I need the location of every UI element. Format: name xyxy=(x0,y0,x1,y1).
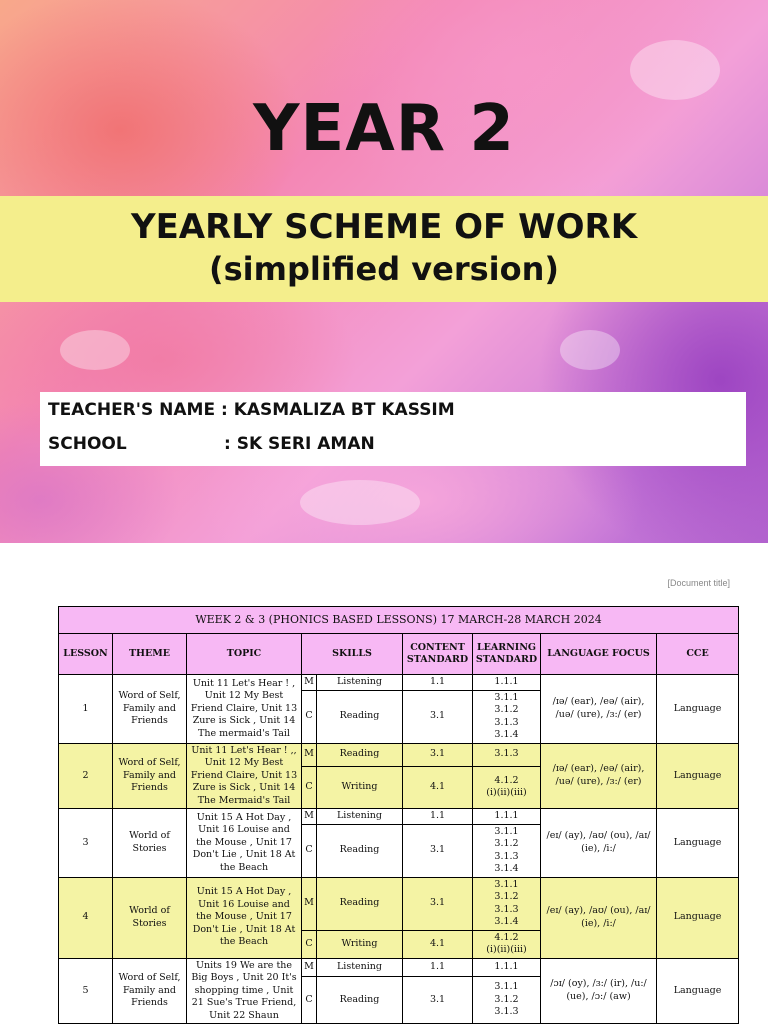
content-standard: 3.1 xyxy=(403,877,473,930)
learning-standard-code: 3.1.4 xyxy=(494,916,519,927)
learning-standard-code: 3.1.2 xyxy=(494,838,519,849)
learning-standard-code: 3.1.1 xyxy=(494,691,519,703)
learning-standard xyxy=(473,877,541,930)
content-standard: 3.1 xyxy=(403,976,473,1023)
learning-standard xyxy=(473,675,541,691)
paint-splatter xyxy=(60,330,130,370)
content-standard: 1.1 xyxy=(403,958,473,976)
teacher-name: : KASMALIZA BT KASSIM xyxy=(220,400,455,420)
learning-standard xyxy=(473,766,541,808)
lesson-theme: Word of Self, Family and Friends xyxy=(113,743,187,809)
content-standard: 1.1 xyxy=(403,809,473,825)
learning-standard-code: 3.1.2 xyxy=(494,891,519,902)
content-standard: 1.1 xyxy=(403,675,473,691)
table-body xyxy=(59,675,739,1024)
cover-title: YEARLY SCHEME OF WORK xyxy=(130,207,638,247)
content-standard: 4.1 xyxy=(403,930,473,958)
learning-standard xyxy=(473,809,541,825)
skill-name: Reading xyxy=(317,690,403,743)
learning-standard xyxy=(473,958,541,976)
lesson-topic: Units 19 We are the Big Boys , Unit 20 It's shopping time , Unit 21 Sue's True Friend, Unit 22 Shaun xyxy=(187,958,302,1024)
header-topic: TOPIC xyxy=(187,634,302,675)
cover-subtitle: (simplified version) xyxy=(208,250,560,288)
lesson-theme: Word of Self, Family and Friends xyxy=(113,675,187,744)
teacher-label: TEACHER'S NAME xyxy=(48,400,216,420)
lesson-number: 5 xyxy=(59,958,113,1024)
language-focus: /ɪə/ (ear), /eə/ (air), /uə/ (ure), /ɜ:/ (er) xyxy=(541,675,657,744)
table-row xyxy=(59,743,739,766)
skill-name: Listening xyxy=(317,958,403,976)
skill-type: M xyxy=(302,743,317,766)
cce-value: Language xyxy=(657,958,739,1024)
language-focus: /eɪ/ (ay), /aʊ/ (ou), /aɪ/ (ie), /i:/ xyxy=(541,809,657,878)
learning-standard-code: 4.1.2 xyxy=(494,774,519,786)
language-focus: /eɪ/ (ay), /aʊ/ (ou), /aɪ/ (ie), /i:/ xyxy=(541,877,657,958)
learning-standard-code: 1.1.1 xyxy=(494,810,519,821)
learning-standard-code: 3.1.1 xyxy=(494,981,519,993)
cce-value: Language xyxy=(657,877,739,958)
skill-name: Reading xyxy=(317,877,403,930)
learning-standard-code: 3.1.3 xyxy=(494,1006,519,1018)
skill-name: Listening xyxy=(317,675,403,691)
lesson-number: 1 xyxy=(59,675,113,744)
skill-name: Reading xyxy=(317,743,403,766)
table-row xyxy=(59,675,739,691)
skill-type: C xyxy=(302,930,317,958)
paint-splatter xyxy=(560,330,620,370)
skill-type: M xyxy=(302,809,317,825)
lesson-number: 2 xyxy=(59,743,113,809)
cce-value: Language xyxy=(657,743,739,809)
learning-standard xyxy=(473,930,541,958)
paint-splatter xyxy=(630,40,720,100)
lesson-theme: Word of Self, Family and Friends xyxy=(113,958,187,1024)
skill-type: C xyxy=(302,766,317,808)
header-skills: SKILLS xyxy=(302,634,403,675)
table-row xyxy=(59,877,739,930)
skill-name: Writing xyxy=(317,930,403,958)
teacher-row xyxy=(48,400,455,420)
learning-standard-code: (i)(ii)(iii) xyxy=(486,787,527,799)
content-standard: 4.1 xyxy=(403,766,473,808)
learning-standard xyxy=(473,743,541,766)
week-header-row xyxy=(59,607,739,634)
cover-title-banner xyxy=(0,196,768,302)
header-language-focus: LANGUAGE FOCUS xyxy=(541,634,657,675)
learning-standard xyxy=(473,690,541,743)
content-standard: 3.1 xyxy=(403,824,473,877)
lesson-topic: Unit 15 A Hot Day , Unit 16 Louise and the Mouse , Unit 17 Don't Lie , Unit 18 At the Beach xyxy=(187,809,302,878)
learning-standard-code: 4.1.2 xyxy=(494,931,519,943)
learning-standard-code: 1.1.1 xyxy=(494,676,519,687)
learning-standard-code: 3.1.3 xyxy=(494,903,519,915)
learning-standard-code: 3.1.2 xyxy=(494,993,519,1005)
table-row xyxy=(59,809,739,825)
skill-name: Reading xyxy=(317,976,403,1023)
lesson-theme: World of Stories xyxy=(113,877,187,958)
skill-type: C xyxy=(302,976,317,1023)
week-header: WEEK 2 & 3 (PHONICS BASED LESSONS) 17 MARCH-28 MARCH 2024 xyxy=(59,607,739,634)
learning-standard-code: (i)(ii)(iii) xyxy=(486,944,527,955)
school-row xyxy=(48,434,375,454)
skill-type: M xyxy=(302,675,317,691)
learning-standard-code: 3.1.3 xyxy=(494,716,519,728)
header-lesson: LESSON xyxy=(59,634,113,675)
document-title-placeholder: [Document title] xyxy=(667,578,730,588)
lesson-number: 3 xyxy=(59,809,113,878)
scheme-of-work-table xyxy=(58,606,739,1024)
lesson-number: 4 xyxy=(59,877,113,958)
lesson-topic: Unit 11 Let's Hear ! , Unit 12 My Best Friend Claire, Unit 13 Zure is Sick , Unit 14 The mermaid's Tail xyxy=(187,675,302,744)
table-row xyxy=(59,958,739,976)
header-theme: THEME xyxy=(113,634,187,675)
learning-standard-code: 3.1.1 xyxy=(494,825,519,837)
skill-type: C xyxy=(302,690,317,743)
skill-type: M xyxy=(302,958,317,976)
lesson-theme: World of Stories xyxy=(113,809,187,878)
header-content-standard: CONTENT STANDARD xyxy=(403,634,473,675)
learning-standard xyxy=(473,976,541,1023)
lesson-topic: Unit 11 Let's Hear ! ,, Unit 12 My Best Friend Claire, Unit 13 Zure is Sick , Unit 14 The Mermaid's Tail xyxy=(187,743,302,809)
learning-standard-code: 3.1.4 xyxy=(494,863,519,874)
header-cce: CCE xyxy=(657,634,739,675)
header-learning-standard: LEARNING STANDARD xyxy=(473,634,541,675)
lesson-topic: Unit 15 A Hot Day , Unit 16 Louise and the Mouse , Unit 17 Don't Lie , Unit 18 At the Beach xyxy=(187,877,302,958)
content-standard: 3.1 xyxy=(403,743,473,766)
learning-standard-code: 3.1.3 xyxy=(494,850,519,862)
teacher-info-box xyxy=(40,392,746,466)
language-focus: /ɪə/ (ear), /eə/ (air), /uə/ (ure), /ɜ:/ (er) xyxy=(541,743,657,809)
cover-year-heading: YEAR 2 xyxy=(253,92,515,166)
learning-standard-code: 3.1.1 xyxy=(494,878,519,890)
learning-standard xyxy=(473,824,541,877)
cce-value: Language xyxy=(657,675,739,744)
skill-type: C xyxy=(302,824,317,877)
learning-standard-code: 3.1.2 xyxy=(494,704,519,715)
content-standard: 3.1 xyxy=(403,690,473,743)
learning-standard-code: 1.1.1 xyxy=(494,960,519,972)
skill-name: Reading xyxy=(317,824,403,877)
skill-name: Writing xyxy=(317,766,403,808)
school-name: : SK SERI AMAN xyxy=(224,434,375,454)
skill-name: Listening xyxy=(317,809,403,825)
learning-standard-code: 3.1.4 xyxy=(494,729,519,740)
language-focus: /ɔɪ/ (oy), /ɜ:/ (ir), /u:/ (ue), /ɔ:/ (aw) xyxy=(541,958,657,1024)
skill-type: M xyxy=(302,877,317,930)
learning-standard-code: 3.1.3 xyxy=(494,748,519,760)
cce-value: Language xyxy=(657,809,739,878)
paint-splatter xyxy=(300,480,420,525)
school-label: SCHOOL xyxy=(48,434,127,454)
column-header-row xyxy=(59,634,739,675)
